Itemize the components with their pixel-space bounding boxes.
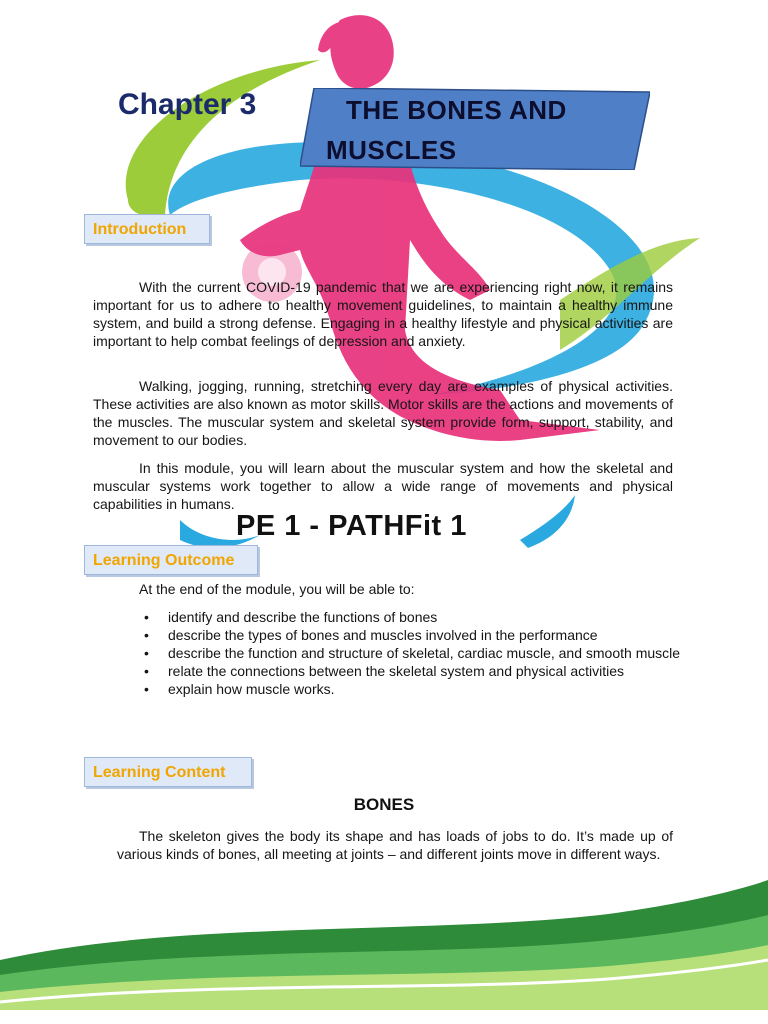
course-banner: PE 1 - PATHFit 1 xyxy=(236,510,467,542)
chapter-label: Chapter 3 xyxy=(118,88,257,121)
intro-paragraph-1-text: With the current COVID-19 pandemic that we are experiencing right now, it remains important for us to adhere to healthy movement guidelines, to maintain a healthy immune system, and build a strong defense. Engaging in a healthy lifestyle and physical activities are important to help combat feelings of depression and anxiety. xyxy=(93,279,673,349)
bones-heading: BONES xyxy=(353,795,415,814)
intro-paragraph-1 xyxy=(93,278,673,350)
chapter-title-line-2: MUSCLES xyxy=(326,135,457,165)
bullet-icon: • xyxy=(144,609,149,625)
outcome-list xyxy=(140,609,700,699)
section-introduction: Introduction xyxy=(84,214,210,244)
list-item xyxy=(140,663,700,680)
chapter-title-line-1: THE BONES AND xyxy=(346,95,567,125)
intro-paragraph-2 xyxy=(93,377,673,449)
list-item-text: describe the types of bones and muscles involved in the performance xyxy=(168,627,598,643)
bullet-icon: • xyxy=(144,645,149,661)
intro-paragraph-3-text: In this module, you will learn about the muscular system and how the skeletal and muscular systems work together to allow a wide range of movements and physical capabilities in humans. xyxy=(93,460,673,512)
bullet-icon: • xyxy=(144,681,149,697)
list-item xyxy=(140,645,700,662)
chapter-title xyxy=(326,90,646,170)
intro-paragraph-2-text: Walking, jogging, running, stretching every day are examples of physical activities. These activities are also known as motor skills. Motor skills are the actions and movements of the muscles. The muscular system and skeletal system provide form, support, stability, and movement to our bodies. xyxy=(93,378,673,448)
bottom-wave-base xyxy=(0,1010,768,1024)
bullet-icon: • xyxy=(144,663,149,679)
list-item-text: explain how muscle works. xyxy=(168,681,335,697)
bones-paragraph-text: The skeleton gives the body its shape and has loads of jobs to do. It’s made up of various kinds of bones, all meeting at joints – and different joints move in different ways. xyxy=(117,828,673,862)
bullet-icon: • xyxy=(144,627,149,643)
list-item-text: describe the function and structure of skeletal, cardiac muscle, and smooth muscle xyxy=(168,645,681,661)
list-item xyxy=(140,627,700,644)
outcome-intro: At the end of the module, you will be able to: xyxy=(139,581,415,597)
section-learning-content: Learning Content xyxy=(84,757,252,787)
bones-paragraph xyxy=(117,827,673,863)
section-learning-outcome: Learning Outcome xyxy=(84,545,258,575)
list-item-text: relate the connections between the skeletal system and physical activities xyxy=(168,663,625,679)
intro-paragraph-3 xyxy=(93,459,673,513)
list-item xyxy=(140,609,700,626)
list-item xyxy=(140,681,700,698)
list-item-text: identify and describe the functions of bones xyxy=(168,609,438,625)
